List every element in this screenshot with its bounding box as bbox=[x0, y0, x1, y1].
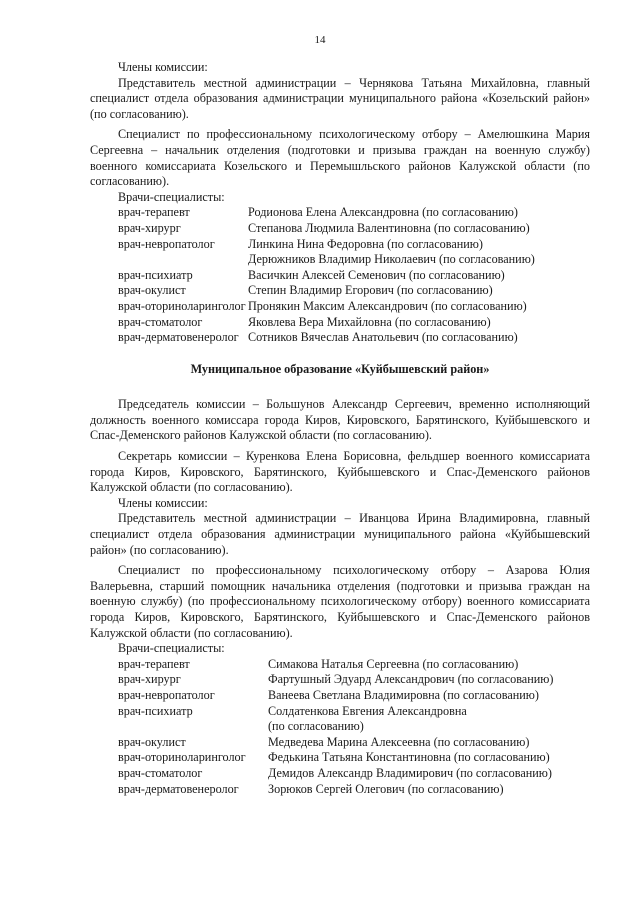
doctor-role: врач-стоматолог bbox=[118, 314, 203, 329]
doctor-name: Федькина Татьяна Константиновна (по согласованию) bbox=[268, 750, 550, 765]
section-heading: Муниципальное образование «Куйбышевский район» bbox=[190, 361, 490, 376]
chair-paragraph: Председатель комиссии – Большунов Александр Сергеевич, временно исполняющий должность военного комиссара города Киров, Кировского, Барятинского, Куйбышевского и Спас-Деменского районов Калужской области (по согласованию). bbox=[90, 397, 590, 443]
doctor-role: врач-хирург bbox=[118, 672, 181, 687]
doctor-name: Симакова Наталья Сергеевна (по согласованию) bbox=[268, 656, 519, 671]
doctor-name: Солдатенкова Евгения Александровна bbox=[268, 703, 467, 718]
page-number: 14 bbox=[314, 34, 326, 46]
doctor-row bbox=[90, 719, 590, 735]
doctor-name: Линкина Нина Федоровна (по согласованию) bbox=[248, 236, 483, 251]
doctor-row bbox=[90, 672, 590, 688]
members-label: Члены комиссии: bbox=[118, 495, 208, 510]
doctor-row bbox=[90, 237, 590, 253]
doctor-name: Пронякин Максим Александрович (по согласованию) bbox=[248, 298, 527, 313]
doctor-role: врач-дерматовенеролог bbox=[118, 330, 239, 345]
doctors-list bbox=[90, 657, 590, 797]
doctor-name: Сотников Вячеслав Анатольевич (по согласованию) bbox=[248, 330, 518, 345]
doctors-label: Врачи-специалисты: bbox=[118, 189, 225, 204]
doctors-list bbox=[90, 205, 590, 345]
doctor-row bbox=[90, 750, 590, 766]
doctor-role: врач-окулист bbox=[118, 734, 186, 749]
doctor-row bbox=[90, 315, 590, 331]
doctor-role: врач-хирург bbox=[118, 220, 181, 235]
doctor-role: врач-терапевт bbox=[118, 205, 190, 220]
psych-specialist-paragraph: Специалист по профессиональному психологическому отбору – Азарова Юлия Валерьевна, старший помощник начальника отделения (подготовки и призыва граждан на военную службу) (по профессиональному психологическому отбору) военного комиссариата города Киров, Кировского, Барятинского, Куйбышевского и Спас-Деменского районов Калужской области (по согласованию). bbox=[90, 563, 590, 640]
doctor-name: Яковлева Вера Михайловна (по согласованию) bbox=[248, 314, 491, 329]
doctor-role bbox=[90, 252, 248, 268]
admin-rep-paragraph: Представитель местной администрации – Иванцова Ирина Владимировна, главный специалист отдела образования администрации муниципального района «Куйбышевский район» (по согласованию). bbox=[90, 511, 590, 557]
doctor-role: врач-дерматовенеролог bbox=[118, 781, 239, 796]
doctor-name: Демидов Александр Владимирович (по согласованию) bbox=[268, 765, 552, 780]
doctor-role: врач-психиатр bbox=[118, 703, 193, 718]
doctor-row bbox=[90, 657, 590, 673]
doctor-role: врач-оториноларинголог bbox=[118, 298, 246, 313]
doctor-row bbox=[90, 704, 590, 720]
doctor-role: врач-терапевт bbox=[118, 656, 190, 671]
admin-rep-paragraph: Представитель местной администрации – Чернякова Татьяна Михайловна, главный специалист отдела образования администрации муниципального района «Козельский район» (по согласованию). bbox=[90, 75, 590, 121]
document-body bbox=[90, 60, 590, 797]
doctor-name: Степин Владимир Егорович (по согласованию) bbox=[248, 283, 493, 298]
doctor-role: врач-оториноларинголог bbox=[118, 750, 246, 765]
doctor-role: врач-невропатолог bbox=[118, 236, 215, 251]
doctor-name: Родионова Елена Александровна (по согласованию) bbox=[248, 205, 518, 220]
doctor-name: Васичкин Алексей Семенович (по согласованию) bbox=[248, 267, 505, 282]
doctor-role: врач-психиатр bbox=[118, 267, 193, 282]
doctor-row bbox=[90, 688, 590, 704]
members-label: Члены комиссии: bbox=[118, 60, 208, 74]
doctor-name: Фартушный Эдуард Александрович (по согласованию) bbox=[268, 672, 554, 687]
doctor-name: Дерюжников Владимир Николаевич (по согласованию) bbox=[248, 252, 535, 267]
doctor-role bbox=[90, 719, 268, 735]
doctor-row bbox=[90, 221, 590, 237]
doctor-role: врач-невропатолог bbox=[118, 687, 215, 702]
doctor-row bbox=[90, 766, 590, 782]
doctors-label: Врачи-специалисты: bbox=[118, 641, 225, 656]
doctor-role: врач-окулист bbox=[118, 283, 186, 298]
secretary-paragraph: Секретарь комиссии – Куренкова Елена Борисовна, фельдшер военного комиссариата города Киров, Кировского, Барятинского, Куйбышевского и Спас-Деменского районов Калужской области (по согласованию). bbox=[90, 449, 590, 495]
doctor-row bbox=[90, 782, 590, 798]
doctor-row bbox=[90, 252, 590, 268]
doctor-name: Зорюков Сергей Олегович (по согласованию) bbox=[268, 781, 504, 796]
doctor-row bbox=[90, 299, 590, 315]
doctor-row bbox=[90, 330, 590, 346]
doctor-name: Степанова Людмила Валентиновна (по согласованию) bbox=[248, 220, 530, 235]
doctor-row bbox=[90, 283, 590, 299]
doctor-row bbox=[90, 268, 590, 284]
doctor-row bbox=[90, 205, 590, 221]
doctor-row bbox=[90, 735, 590, 751]
doctor-name: Ванеева Светлана Владимировна (по согласованию) bbox=[268, 687, 539, 702]
doctor-name: Медведева Марина Алексеевна (по согласованию) bbox=[268, 734, 530, 749]
doctor-name: (по согласованию) bbox=[268, 719, 364, 734]
doctor-role: врач-стоматолог bbox=[118, 765, 203, 780]
psych-specialist-paragraph: Специалист по профессиональному психологическому отбору – Амелюшкина Мария Сергеевна – начальник отделения (подготовки и призыва граждан на военную службу) военного комиссариата Козельского и Перемышльского районов Калужской области (по согласованию). bbox=[90, 127, 590, 189]
